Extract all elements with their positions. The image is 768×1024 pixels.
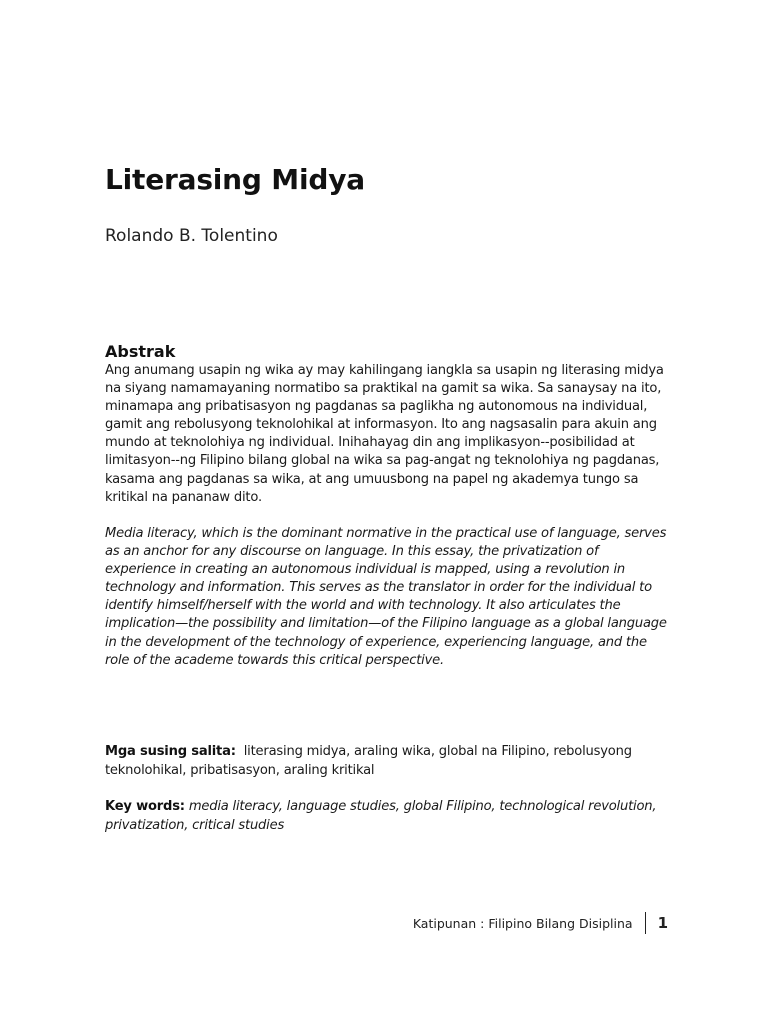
abstract-heading: Abstrak bbox=[105, 342, 176, 361]
footer-journal-name: Katipunan : Filipino Bilang Disiplina bbox=[412, 915, 633, 931]
abstract-english: Media literacy, which is the dominant normative in the practical use of language, serves as an anchor for any discourse on language. In this essay, the privatization of experience in creating an autonomous individual is mapped, using a revolution in technology and information. This serves as the translator in order for the individual to identify himself/herself with the world and with technology. It also articulates the implication—the possibility and limitation—of the Filipino language as a global language in the development of the technology of experience, experiencing language, and the role of the academe towards this critical perspective. bbox=[105, 526, 667, 668]
abstract-filipino: Ang anumang usapin ng wika ay may kahilingang iangkla sa usapin ng literasing midya na siyang namamayaning normatibo sa praktikal na gamit sa wika. Sa sanaysay na ito, minamapa ang pribatisasyon ng pagdanas sa paglikha ng autonomous na individual, gamit ang rebolusyong teknolohikal at informasyon. Ito ang nagsasalin para akuin ang mundo at teknolohiya ng individual. Inihahayag din ang implikasyon--posibilidad at limitasyon--ng Filipino bilang global na wika sa pag-angat ng teknolohiya ng pagdanas, kasama ang pagdanas sa wika, at ang umuusbong na papel ng akademya tungo sa kritikal na pananaw dito. bbox=[105, 363, 664, 505]
keywords-english-label: Key words: bbox=[105, 799, 185, 814]
footer-page-number: 1 bbox=[657, 914, 668, 932]
keywords-english-text: media literacy, language studies, global Filipino, technological revolution, privatization, critical studies bbox=[105, 799, 657, 833]
page-footer bbox=[413, 912, 668, 934]
keywords-filipino bbox=[105, 742, 675, 780]
article-title: Literasing Midya bbox=[105, 163, 365, 196]
keywords-filipino-label: Mga susing salita: bbox=[105, 744, 236, 759]
keywords-english bbox=[105, 797, 675, 835]
keywords-filipino-text: literasing midya, araling wika, global na Filipino, rebolusyong teknolohikal, pribatisasyon, araling kritikal bbox=[105, 744, 632, 778]
footer-divider bbox=[645, 912, 646, 934]
article-author: Rolando B. Tolentino bbox=[105, 226, 278, 246]
